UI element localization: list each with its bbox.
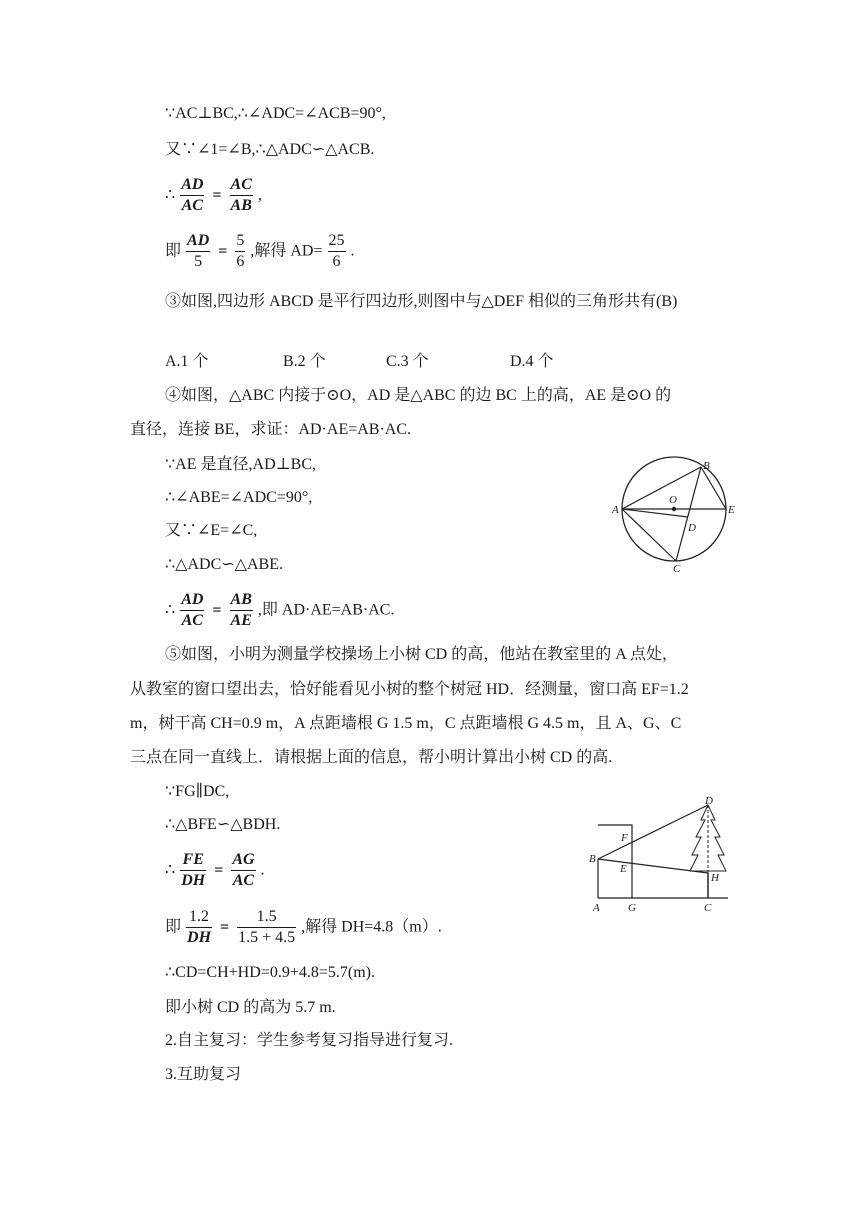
fraction-ad-5: $\frac{AD}{5}$ bbox=[187, 232, 210, 270]
option-d: D.4 个 bbox=[510, 353, 554, 370]
tree-label-f: F bbox=[621, 832, 628, 844]
tree-label-b: B bbox=[589, 853, 596, 865]
fraction-ad-ac: $\frac{AD}{AC}$ bbox=[181, 591, 204, 629]
q4-step-3: 又∵∠E=∠C, bbox=[165, 522, 258, 539]
fraction-ac-ab: $\frac{AC}{AB}$ bbox=[230, 176, 252, 214]
review-step-2: 2.自主复习：学生参考复习指导进行复习. bbox=[165, 1032, 454, 1049]
fraction-12-dh: $\frac{1.2}{DH}$ bbox=[187, 908, 212, 946]
question-5-line-4: 三点在同一直线上．请根据上面的信息，帮小明计算出小树 CD 的高. bbox=[130, 749, 613, 766]
tree-label-a: A bbox=[593, 902, 600, 914]
fraction-25-6: $\frac{25}{6}$ bbox=[328, 232, 345, 270]
tree-label-e: E bbox=[620, 863, 627, 875]
label-c: C bbox=[673, 563, 681, 575]
fraction-ag-ac: $\frac{AG}{AC}$ bbox=[232, 851, 255, 889]
q5-step-1: ∵FG∥DC, bbox=[165, 783, 230, 800]
therefore-symbol: ∴ bbox=[165, 186, 176, 204]
proof-line-4: 即 $\frac{AD}{5}$ = $\frac{5}{6}$ ,解得 AD= $\frac{25}{6}$ . bbox=[165, 232, 355, 270]
q5-step-5: ∴CD=CH+HD=0.9+4.8=5.7(m). bbox=[165, 964, 375, 981]
q4-step-2: ∴∠ABE=∠ADC=90°, bbox=[165, 489, 313, 506]
q5-step-6: 即小树 CD 的高为 5.7 m. bbox=[165, 999, 336, 1016]
label-e: E bbox=[728, 504, 735, 516]
fraction-fe-dh: $\frac{FE}{DH}$ bbox=[181, 851, 206, 889]
circle-figure bbox=[610, 455, 740, 575]
q5-step-3: ∴ $\frac{FE}{DH}$ = $\frac{AG}{AC}$ . bbox=[165, 851, 265, 889]
question-3: ③如图,四边形 ABCD 是平行四边形,则图中与△DEF 相似的三角形共有(B) bbox=[165, 293, 678, 310]
tree-label-h: H bbox=[711, 872, 719, 884]
label-a: A bbox=[612, 504, 619, 516]
q4-step-1: ∵AE 是直径,AD⊥BC, bbox=[165, 456, 317, 473]
review-step-3: 3.互助复习 bbox=[165, 1066, 242, 1083]
tree-label-d: D bbox=[705, 795, 713, 807]
q4-step-5: ∴ $\frac{AD}{AC}$ = $\frac{AB}{AE}$ ,即 AD·AE=AB·AC. bbox=[165, 591, 395, 629]
question-5-line-2: 从教室的窗口望出去，恰好能看见小树的整个树冠 HD．经测量，窗口高 EF=1.2 bbox=[130, 681, 689, 698]
option-c: C.3 个 bbox=[386, 353, 429, 370]
proof-line-2: 又∵∠1=∠B,∴△ADC∽△ACB. bbox=[165, 141, 375, 158]
question-5-line-3: m，树干高 CH=0.9 m，A 点距墙根 G 1.5 m，C 点距墙根 G 4.5 m，且 A、G、C bbox=[130, 715, 682, 732]
question-4-line-1: ④如图，△ABC 内接于⊙O，AD 是△ABC 的边 BC 上的高，AE 是⊙O 的 bbox=[165, 387, 672, 404]
fraction-ab-ae: $\frac{AB}{AE}$ bbox=[230, 591, 252, 629]
option-b: B.2 个 bbox=[283, 353, 326, 370]
q5-step-2: ∴△BFE∽△BDH. bbox=[165, 816, 281, 833]
tree-label-g: G bbox=[628, 902, 636, 914]
tree-label-c: C bbox=[704, 902, 712, 914]
q4-step-4: ∴△ADC∽△ABE. bbox=[165, 556, 283, 573]
option-a: A.1 个 bbox=[165, 353, 209, 370]
fraction-15-over-sum: $\frac{1.5}{1.5 + 4.5}$ bbox=[238, 908, 296, 946]
q5-step-4: 即 $\frac{1.2}{DH}$ = $\frac{1.5}{1.5 + 4.5}$ ,解得 DH=4.8（m）. bbox=[165, 908, 442, 946]
proof-line-1: ∵AC⊥BC,∴∠ADC=∠ACB=90°, bbox=[165, 105, 386, 122]
fraction-5-6: $\frac{5}{6}$ bbox=[236, 232, 245, 270]
fraction-ad-ac: $\frac{AD}{AC}$ bbox=[181, 176, 204, 214]
label-o: O bbox=[669, 494, 677, 506]
label-d: D bbox=[688, 522, 696, 534]
tree-figure bbox=[588, 795, 738, 917]
question-4-line-2: 直径，连接 BE，求证：AD·AE=AB·AC. bbox=[130, 421, 412, 438]
question-5-line-1: ⑤如图，小明为测量学校操场上小树 CD 的高，他站在教室里的 A 点处， bbox=[165, 646, 678, 663]
label-b: B bbox=[703, 460, 710, 472]
proof-line-3: ∴ $\frac{AD}{AC}$ = $\frac{AC}{AB}$ , bbox=[165, 176, 262, 214]
